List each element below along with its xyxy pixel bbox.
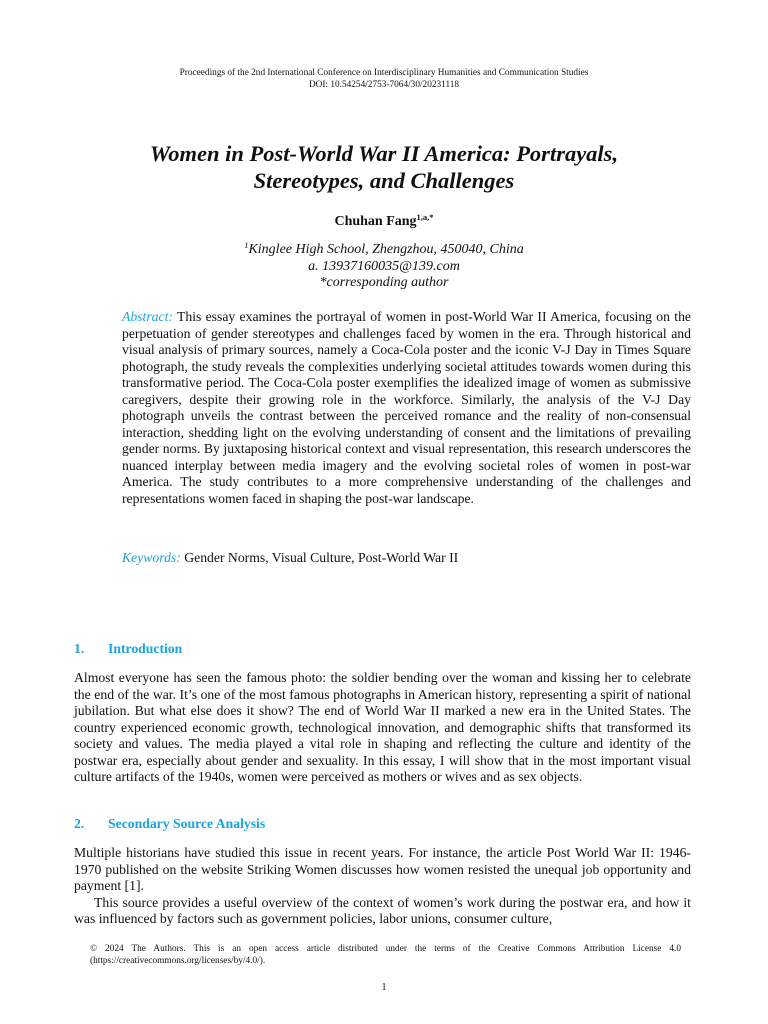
section-2-title: Secondary Source Analysis — [108, 816, 266, 831]
license-footer: © 2024 The Authors. This is an open access article distributed under the terms of the Creative Commons Attribution License 4.0 (https://creativecommons.org/licenses/by/4.0/). — [90, 944, 681, 966]
section-2-paragraph-1: Multiple historians have studied this issue in recent years. For instance, the article Post World War II: 1946-1970 published on the website Striking Women discusses how women resisted the unequal job opportunity and payment [1]. — [74, 845, 691, 893]
author-name: Chuhan Fang — [334, 214, 417, 229]
keywords — [122, 550, 691, 567]
title-line-1: Women in Post-World War II America: Portrayals, — [149, 141, 619, 166]
section-1-title: Introduction — [108, 641, 183, 656]
abstract — [122, 309, 691, 507]
abstract-label: Abstract: — [122, 309, 173, 324]
section-2-body — [74, 845, 691, 928]
affiliation-email: a. 13937160035@139.com — [308, 258, 460, 274]
affiliation-institution-line — [0, 237, 768, 259]
title-line-2: Stereotypes, and Challenges — [253, 168, 515, 193]
section-1-paragraph: Almost everyone has seen the famous photo: the soldier bending over the woman and kissing her to celebrate the end of the war. It’s one of the most famous photographs in American history, representing a spirit of national jubilation. But what else does it show? The end of World War II marked a new era in the United States. The country experienced economic growth, technological innovation, and demographic shifts that transformed its society and values. The media played a vital role in shaping and reflecting the culture and identity of the postwar era, especially about gender and sexuality. In this essay, I will show that in the most important visual culture artifacts of the 1940s, women were perceived as mothers or wives and as sex objects. — [74, 670, 691, 784]
paper-title — [0, 140, 768, 194]
section-1-heading — [74, 641, 182, 657]
section-2-number: 2. — [74, 816, 85, 831]
page-number: 1 — [381, 982, 387, 993]
author-superscript: 1,a,* — [416, 212, 434, 222]
author-line — [0, 212, 768, 230]
affiliation-block — [0, 237, 768, 292]
affiliation-superscript: 1 — [244, 240, 249, 250]
abstract-text: This essay examines the portrayal of women in post-World War II America, focusing on the perpetuation of gender stereotypes and challenges faced by women in the era. Through historical and visual analysis of primary sources, namely a Coca-Cola poster and the iconic V-J Day in Times Square photograph, the study reveals the complexities underlying societal attitudes towards women during this transformative period. The Coca-Cola poster exemplifies the idealized image of women as submissive caregivers, despite their growing role in the workforce. Similarly, the analysis of the V-J Day photograph unveils the contrast between the perceived romance and the reality of non-consensual interaction, shedding light on the evolving understanding of consent and the limitations of prevailing gender norms. By juxtaposing historical context and visual representation, this research underscores the nuanced interplay between media imagery and the evolving societal roles of women in post-war America. The study contributes to a more comprehensive understanding of the challenges and representations women faced in shaping the post-war landscape. — [122, 309, 691, 506]
affiliation-institution: Kinglee High School, Zhengzhou, 450040, China — [248, 242, 524, 257]
section-2-heading — [74, 816, 265, 832]
corresponding-author-note: *corresponding author — [319, 275, 449, 290]
section-2-paragraph-2: This source provides a useful overview of the context of women’s work during the postwar era, and how it was influenced by factors such as government policies, labor unions, consumer culture, — [74, 894, 691, 926]
header-doi: DOI: 10.54254/2753-7064/30/20231118 — [308, 80, 460, 90]
section-1-number: 1. — [74, 641, 85, 656]
keywords-label: Keywords: — [122, 550, 181, 565]
keywords-text: Gender Norms, Visual Culture, Post-World War II — [180, 550, 459, 565]
running-header — [0, 67, 768, 91]
section-1-body — [74, 670, 691, 786]
header-proceedings: Proceedings of the 2nd International Conference on Interdisciplinary Humanities and Communication Studies — [179, 68, 589, 78]
